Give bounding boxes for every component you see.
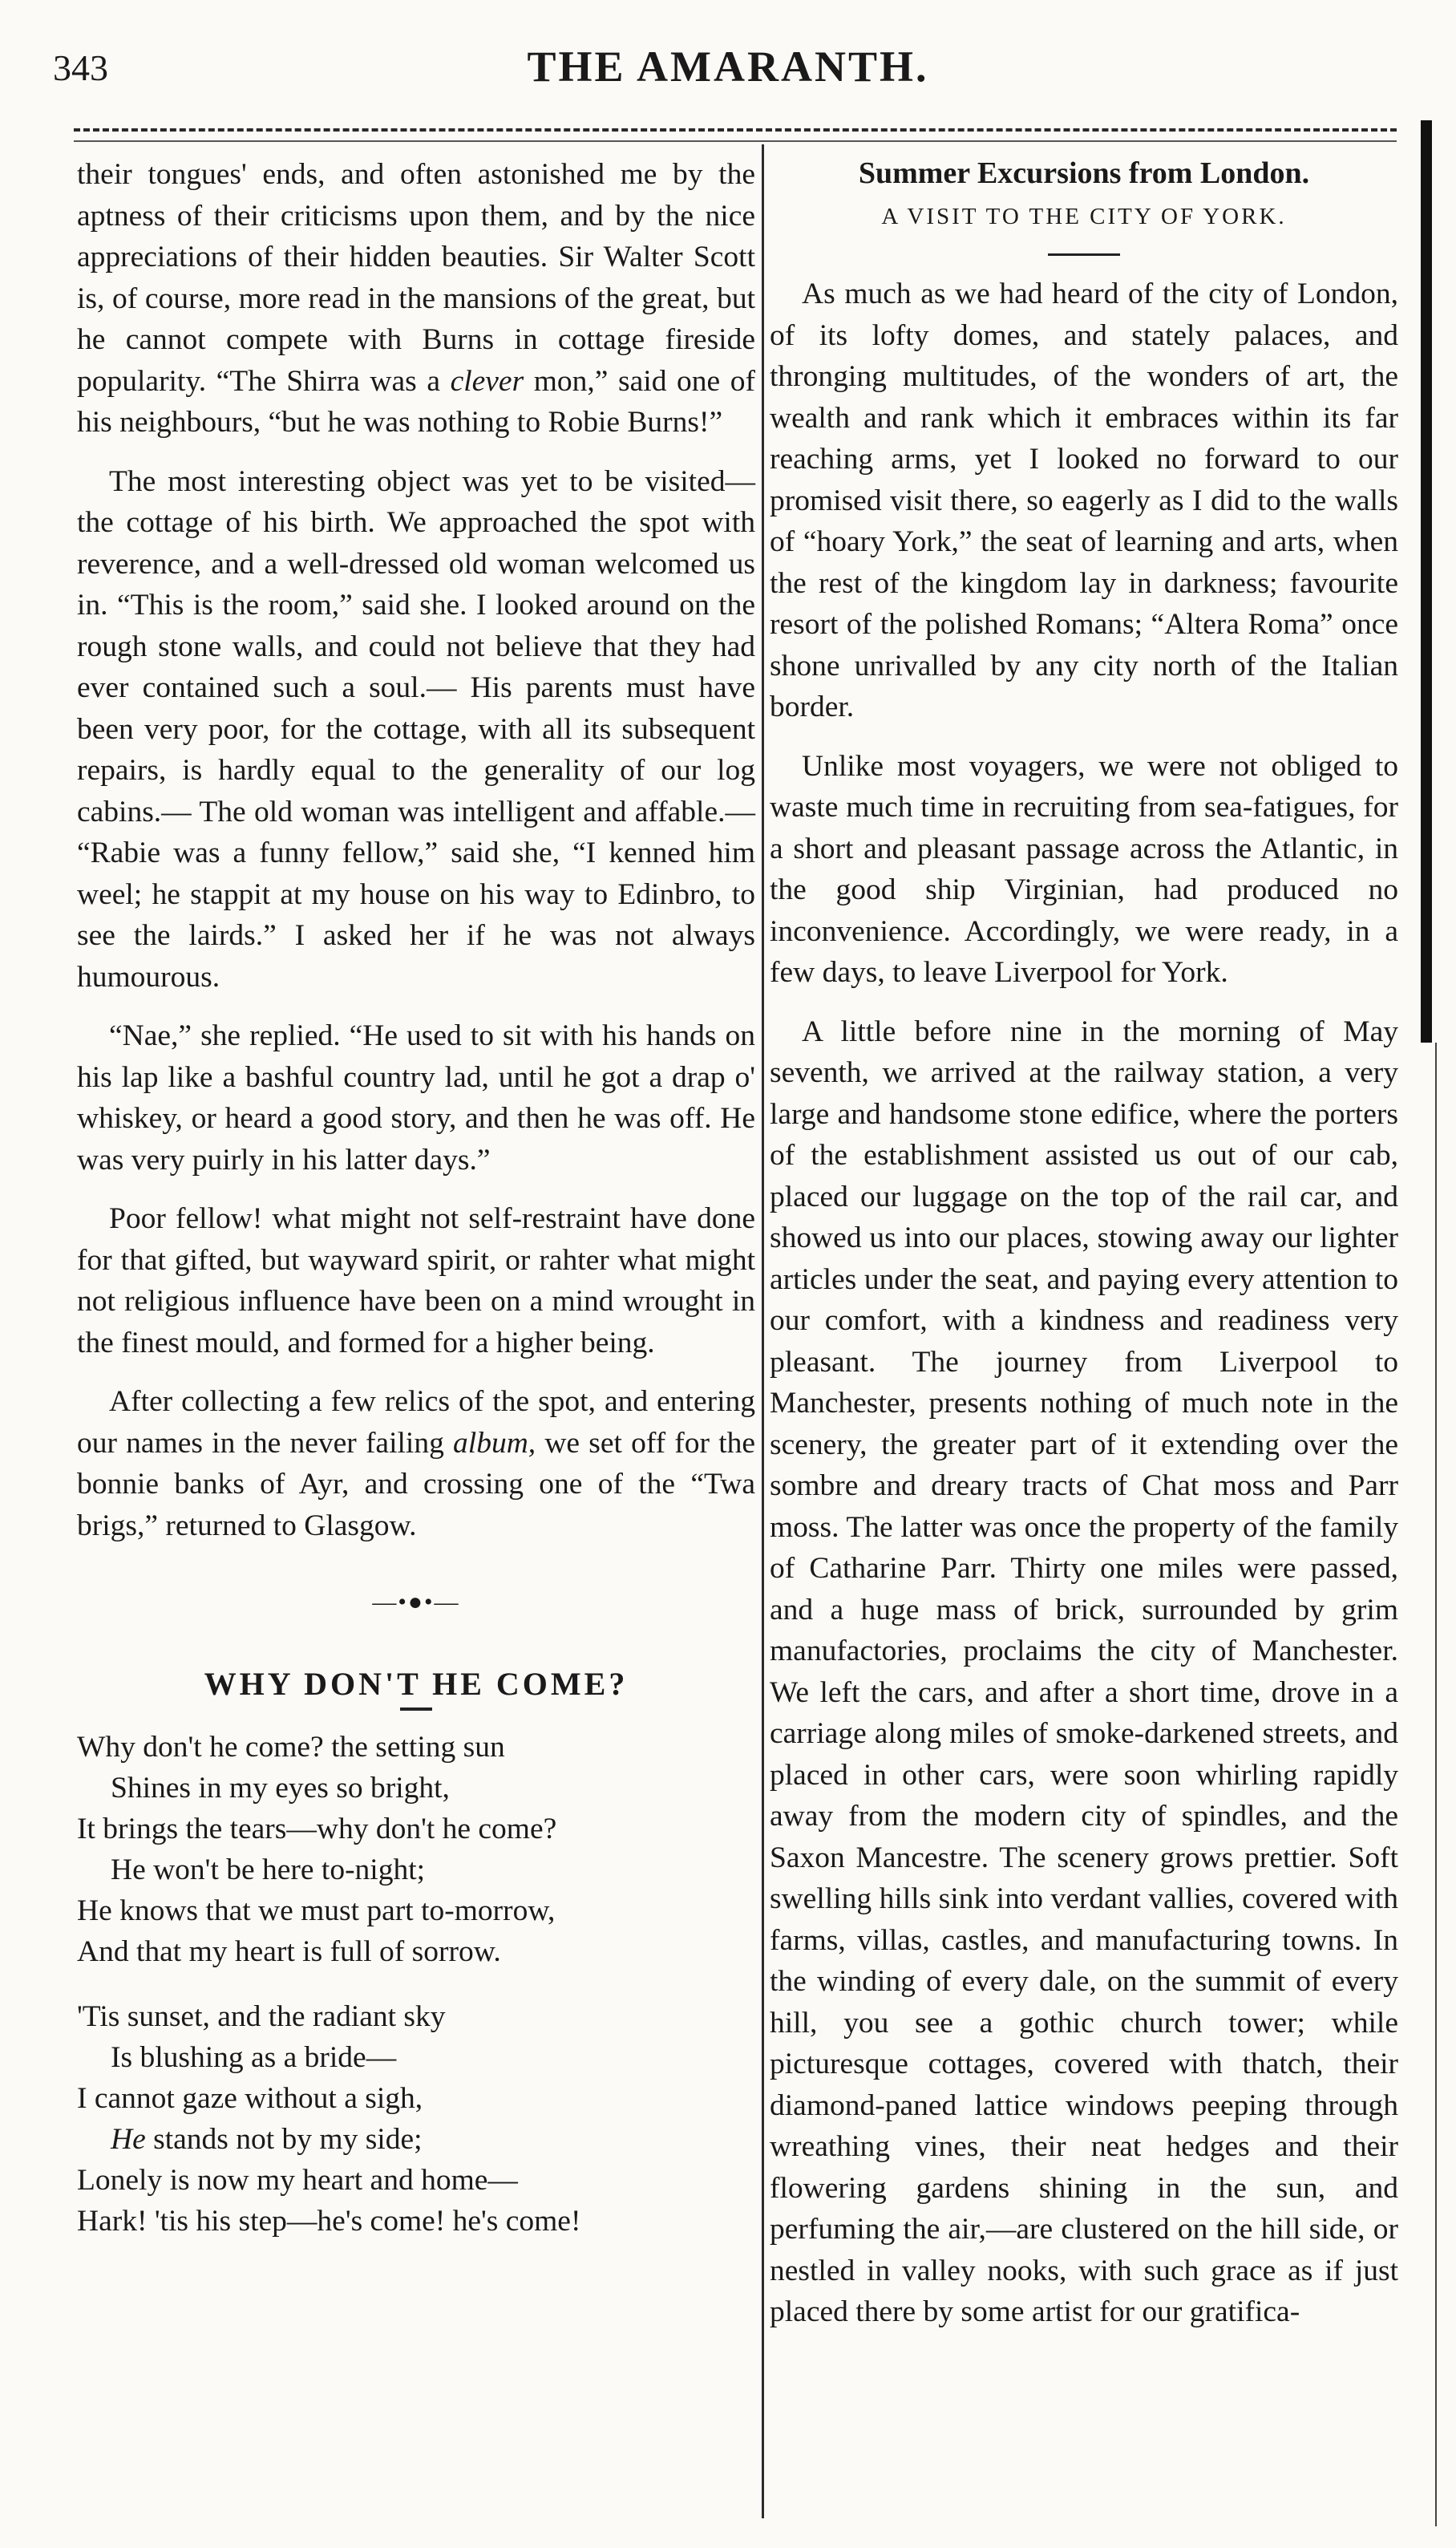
- poem-line: Shines in my eyes so bright,: [111, 1772, 450, 1805]
- right-paragraph-3: A little before nine in the morning of May seventh, we arrived at the railway station, a very large and handsome stone edifice, where the porters of the establishment assisted us out of our cab, placed our luggage on the top of the rail car, and showed us into our places, stowing away our lighter articles under the seat, and paying every attention to our comfort, with a kindness and readiness very pleasant. The journey from Liverpool to Manchester, presents nothing of much note in the scenery, the greater part of it extending over the sombre and dreary tracts of Chat moss and Parr moss. The latter was once the property of the family of Catharine Parr. Thirty one miles were passed, and a huge mass of brick, surrounded by grim manufactories, proclaims the city of Manchester. We left the cars, and after a short time, drove in a carriage along miles of smoke-darkened streets, and placed in other cars, were soon whirling rapidly away from the modern city of spindles, and the Saxon Mancestre. The scenery grows prettier. Soft swelling hills sink into verdant vallies, covered with farms, villas, castles, and manufacturing towns. In the winding of every dale, on the summit of every hill, you see a gothic church tower; while picturesque cottages, covered with thatch, their diamond-paned lattice windows peeping through wreathing vines, their neat hedges and their flowering gardens shining in the sun, and perfuming the air,—are clustered on the hill side, or nestled in valley nooks, with such grace as if just placed there by some artist for our gratifica-: [770, 1015, 1398, 2328]
- left-paragraph-4: Poor fellow! what might not self-restraint have done for that gifted, but wayward spirit, or rahter what might not religious influence have been on a mind wrought in the finest mould, and formed for a higher being.: [77, 1202, 755, 1359]
- article-title-rule: [1048, 253, 1120, 256]
- stanza-gap: [77, 1972, 755, 1996]
- article-subtitle: A VISIT TO THE CITY OF YORK.: [881, 204, 1287, 229]
- poem-line: Why don't he come? the setting sun: [77, 1731, 505, 1764]
- header-rule-thin: [74, 140, 1397, 142]
- poem-line: I cannot gaze without a sigh,: [77, 2082, 423, 2115]
- column-divider: [762, 144, 764, 2518]
- poem-line: He knows that we must part to-morrow,: [77, 1894, 556, 1927]
- poem-title: WHY DON'T HE COME?: [204, 1665, 629, 1702]
- page-edge-line: [1435, 1043, 1437, 2526]
- section-ornament: —•●•—: [372, 1589, 460, 1615]
- emphasis-clever: clever: [450, 364, 524, 398]
- right-paragraph-1: As much as we had heard of the city of London, of its lofty domes, and stately palaces, and thronging multitudes, of the wonders of art, the wealth and rank which it embraces within its far reaching arms, yet I looked no forward to our promised visit there, so eagerly as I did to the walls of “hoary York,” the seat of learning and arts, when the rest of the kingdom lay in darkness; favourite resort of the polished Romans; “Altera Roma” once shone unrivalled by any city north of the Italian border.: [770, 277, 1398, 723]
- emphasis-album: album,: [453, 1426, 536, 1460]
- poem-stanza-2: [77, 1996, 755, 2242]
- page-edge-shadow: [1421, 120, 1432, 1043]
- poem-line: Is blushing as a bride—: [111, 2041, 397, 2074]
- left-paragraph-2: The most interesting object was yet to be visited—the cottage of his birth. We approached the spot with reverence, and a well-dressed old woman welcomed us in. “This is the room,” said she. I looked around on the rough stone walls, and could not believe that they had ever contained such a soul.— His parents must have been very poor, for the cottage, with all its subsequent repairs, is hardly equal to the generality of our log cabins.— The old woman was intelligent and affable.— “Rabie was a funny fellow,” said she, “I kenned him weel; he stappit at my house on his way to Edinbro, to see the lairds.” I asked her if he was not always humourous.: [77, 464, 755, 994]
- poem-title-rule: [400, 1707, 432, 1711]
- right-paragraph-2: Unlike most voyagers, we were not obliged to waste much time in recruiting from sea-fatigues, for a short and pleasant passage across the Atlantic, in the good ship Virginian, had produced no inconvenience. Accordingly, we were ready, in a few days, to leave Liverpool for York.: [770, 749, 1398, 989]
- poem-line: 'Tis sunset, and the radiant sky: [77, 2000, 446, 2033]
- poem-line: Lonely is now my heart and home—: [77, 2164, 518, 2197]
- poem-line: He stands not by my side;: [111, 2123, 423, 2156]
- header-rule: [74, 128, 1397, 132]
- left-paragraph-1: their tongues' ends, and often astonished me by the aptness of their criticisms upon them, and by the nice appreciations of their hidden beauties. Sir Walter Scott is, of course, more read in the mansions of the great, but he cannot compete with Burns in cottage fireside popularity. “The Shirra was a clever mon,” said one of his neighbours, “but he was nothing to Robie Burns!”: [77, 158, 756, 439]
- poem-line: He won't be here to-night;: [111, 1853, 426, 1886]
- running-title: THE AMARANTH.: [527, 43, 929, 91]
- right-column: [770, 154, 1398, 2333]
- poem-line: Hark! 'tis his step—he's come! he's come!: [77, 2205, 581, 2238]
- left-column: [77, 154, 755, 2242]
- poem-stanza-1: [77, 1727, 755, 1972]
- left-paragraph-3: “Nae,” she replied. “He used to sit with his hands on his lap like a bashful country lad, until he got a drap o' whiskey, or heard a good story, and then he was off. He was very puirly in his latter days.”: [77, 1019, 755, 1177]
- article-title: Summer Excursions from London.: [858, 156, 1310, 190]
- page-number: 343: [53, 47, 108, 88]
- emphasis-he: He: [111, 2123, 146, 2156]
- left-paragraph-5: After collecting a few relics of the spot, and entering our names in the never failing album, we set off for the bonnie banks of Ayr, and crossing one of the “Twa brigs,” returned to Glasgow.: [77, 1385, 756, 1542]
- poem-line: And that my heart is full of sorrow.: [77, 1935, 501, 1968]
- poem-line: It brings the tears—why don't he come?: [77, 1813, 557, 1845]
